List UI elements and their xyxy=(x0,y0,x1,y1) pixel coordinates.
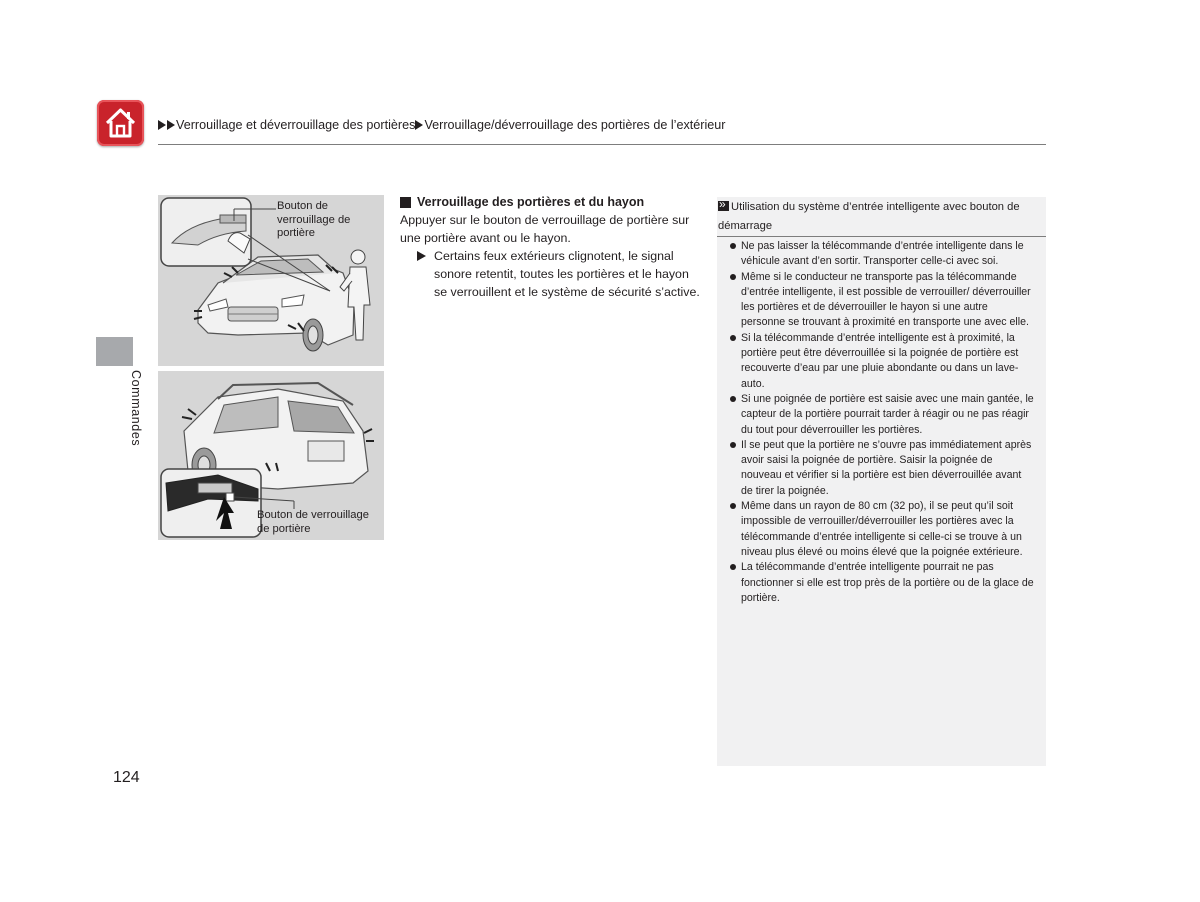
note-item: Si la télécommande d’entrée intelligente est à proximité, la portière peut être déverrouillée si la poignée de portière est recouverte d’eau par une pluie abondante ou dans un lave-auto. xyxy=(729,331,1034,392)
instruction-text: Appuyer sur le bouton de verrouillage de portière sur une portière avant ou le hayon. xyxy=(400,213,690,245)
breadcrumb-arrow-icon xyxy=(167,120,175,130)
callout-line: verrouillage de xyxy=(277,213,351,226)
note-item: Il se peut que la portière ne s’ouvre pas immédiatement après avoir saisi la poignée de portière. Saisir la poignée de nouveau et vérifier si la portière est bien déverrouillée avant de tirer la poignée. xyxy=(729,438,1034,499)
breadcrumb-link-exterior[interactable]: Verrouillage/déverrouillage des portières de l’extérieur xyxy=(424,118,726,132)
cross-reference-icon xyxy=(718,201,729,211)
note-item: Si une poignée de portière est saisie avec une main gantée, le capteur de la portière pourrait tarder à réagir ou ne pas réagir du tout pour déverrouiller les portières. xyxy=(729,392,1034,438)
side-tab-label: Commandes xyxy=(129,370,143,447)
breadcrumb-link-locking[interactable]: Verrouillage et déverrouillage des portières xyxy=(176,118,416,132)
callout-line: Bouton de verrouillage xyxy=(257,509,369,521)
figure-bottom-callout xyxy=(257,509,369,536)
home-button[interactable] xyxy=(97,100,144,146)
result-arrow-icon xyxy=(417,251,426,261)
note-title-text: Utilisation du système d’entrée intelligente avec bouton de démarrage xyxy=(718,201,1020,232)
figure-top-callout xyxy=(277,200,350,241)
callout-line: Bouton de xyxy=(277,200,329,212)
figure-front-lock xyxy=(158,195,384,366)
result-text-block xyxy=(400,247,700,301)
side-tab-marker xyxy=(96,337,133,366)
header-divider xyxy=(158,144,1046,145)
square-bullet-icon xyxy=(400,197,411,208)
breadcrumb-arrow-icon xyxy=(158,120,166,130)
home-icon xyxy=(103,106,138,140)
callout-line: de portière xyxy=(257,522,311,535)
section-title: Verrouillage des portières et du hayon xyxy=(417,195,645,209)
breadcrumb xyxy=(158,117,725,133)
note-title xyxy=(718,198,1046,236)
note-item: Même dans un rayon de 80 cm (32 po), il se peut qu’il soit impossible de verrouiller/déverrouiller les portières avec la télécommande d’entrée intelligente si celle-ci se trouve à un niveau plus élevé ou moins élevé que la poignée extérieure. xyxy=(729,499,1034,560)
side-tab xyxy=(128,370,144,450)
breadcrumb-arrow-icon xyxy=(415,120,423,130)
callout-line: portière xyxy=(277,227,315,239)
note-item: La télécommande d’entrée intelligente pourrait ne pas fonctionner si elle est trop près de la portière ou de la glace de portière. xyxy=(729,560,1034,606)
note-item: Ne pas laisser la télécommande d’entrée intelligente dans le véhicule avant d’en sortir. Transporter celle-ci avec soi. xyxy=(729,239,1034,270)
main-content xyxy=(400,194,700,301)
note-item: Même si le conducteur ne transporte pas la télécommande d’entrée intelligente, il est possible de verrouiller/ déverrouiller les portières et de déverrouiller le hayon si une autre personne se trouvant à proximité en transporte une avec elle. xyxy=(729,270,1034,331)
page-number: 124 xyxy=(113,769,140,786)
result-text: Certains feux extérieurs clignotent, le signal sonore retentit, toutes les portières et le hayon se verrouillent et le système de sécurité s’active. xyxy=(434,249,700,299)
figure-rear-lock xyxy=(158,371,384,540)
section-heading xyxy=(400,194,700,210)
note-list xyxy=(729,239,1034,606)
note-divider xyxy=(717,236,1046,237)
